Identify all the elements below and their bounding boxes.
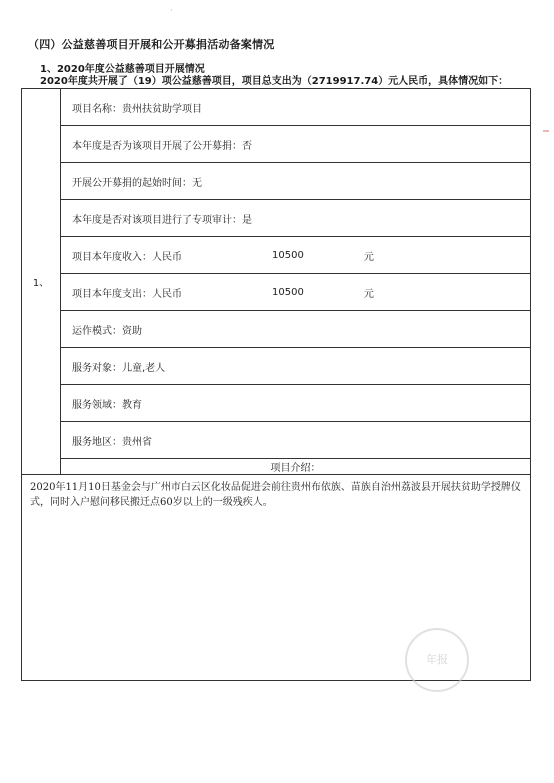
intro-heading: 项目介绍： xyxy=(61,459,531,475)
income-cell xyxy=(61,237,531,274)
project-name-cell: 项目名称：贵州扶贫助学项目 xyxy=(61,89,531,126)
section-title: （四）公益慈善项目开展和公开募捐活动备案情况 xyxy=(28,38,275,51)
public-fundraising-cell: 本年度是否为该项目开展了公开募捐：否 xyxy=(61,126,531,163)
stamp-label: 年报 xyxy=(426,653,448,666)
edge-mark xyxy=(543,130,549,132)
expense-cell xyxy=(61,274,531,311)
summary-prefix: 2020年度共开展了（ xyxy=(40,76,138,87)
row-number: 1、 xyxy=(22,89,61,475)
table-row xyxy=(22,200,531,237)
income-unit: 元 xyxy=(363,251,374,263)
special-audit-cell: 本年度是否对该项目进行了专项审计：是 xyxy=(61,200,531,237)
table-row xyxy=(22,89,531,126)
service-region-cell: 服务地区：贵州省 xyxy=(61,422,531,459)
sub-title: 1、2020年度公益慈善项目开展情况 xyxy=(40,64,205,75)
expense-label: 项目本年度支出：人民币 xyxy=(72,288,182,300)
operation-mode-cell: 运作模式：资助 xyxy=(61,311,531,348)
summary-mid: ）项公益慈善项目，项目总支出为（ xyxy=(151,76,312,87)
intro-text: 2020年11月10日基金会与广州市白云区化妆品促进会前往贵州布依族、苗族自治州荔波县开展扶贫助学授牌仪式，同时入户慰问移民搬迁点60岁以上的一级残疾人。 xyxy=(22,475,531,681)
table-row xyxy=(22,385,531,422)
table-row xyxy=(22,348,531,385)
summary-line xyxy=(40,72,508,87)
income-label: 项目本年度收入：人民币 xyxy=(72,251,182,263)
service-targets-cell: 服务对象：儿童,老人 xyxy=(61,348,531,385)
project-table xyxy=(21,88,531,681)
total-expense: 2719917.74 xyxy=(311,76,379,87)
scan-mark: · xyxy=(170,6,173,15)
table-row xyxy=(22,311,531,348)
watermark-stamp xyxy=(405,628,469,692)
table-row xyxy=(22,422,531,459)
table-row xyxy=(22,459,531,475)
table-row xyxy=(22,274,531,311)
table-row xyxy=(22,237,531,274)
expense-amount: 10500 xyxy=(272,286,304,298)
expense-unit: 元 xyxy=(363,288,374,300)
table-row xyxy=(22,163,531,200)
summary-suffix: ）元人民币，具体情况如下： xyxy=(378,76,509,87)
income-amount: 10500 xyxy=(272,249,304,261)
project-count: 19 xyxy=(137,76,152,87)
table-row xyxy=(22,126,531,163)
fundraising-start-cell: 开展公开募捐的起始时间：无 xyxy=(61,163,531,200)
service-field-cell: 服务领域：教育 xyxy=(61,385,531,422)
